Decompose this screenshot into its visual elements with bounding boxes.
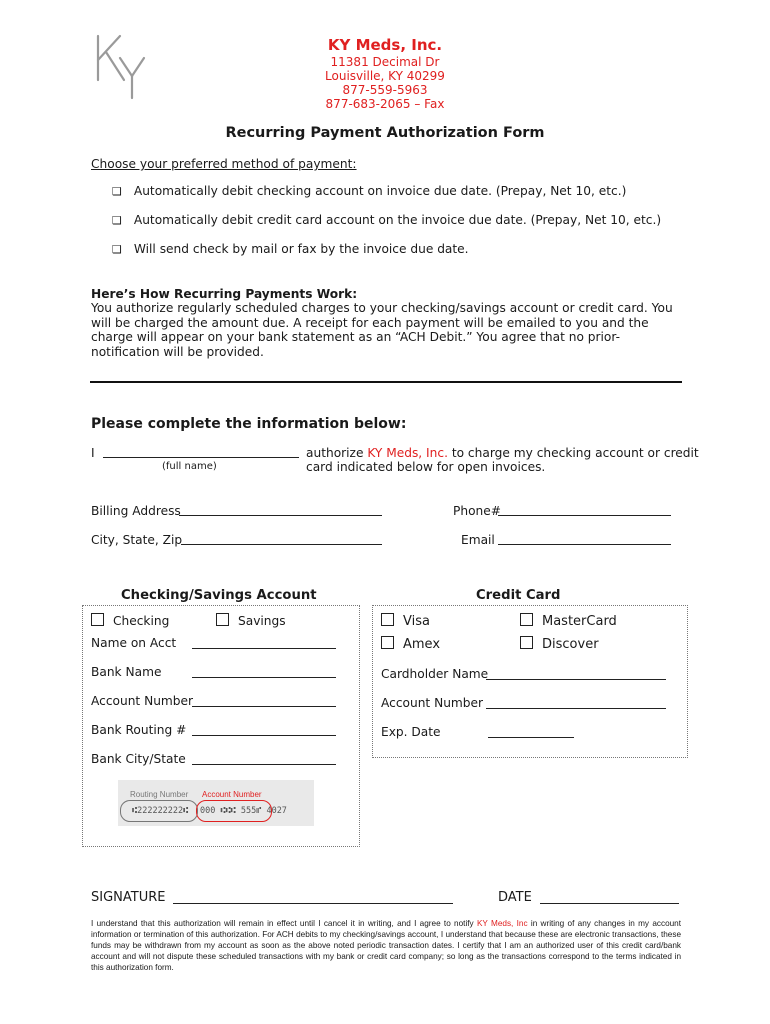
checking-checkbox[interactable] bbox=[91, 613, 169, 628]
bank-name-field[interactable] bbox=[192, 666, 336, 678]
auth-company: KY Meds, Inc. bbox=[367, 446, 448, 460]
phone-label: Phone# bbox=[453, 504, 501, 518]
checkbox-icon[interactable] bbox=[381, 613, 394, 626]
city-state-zip-label: City, State, Zip bbox=[91, 533, 183, 547]
option-label: Automatically debit credit card account on the invoice due date. (Prepay, Net 10, etc.) bbox=[133, 213, 662, 227]
date-label: DATE bbox=[498, 890, 532, 905]
savings-checkbox[interactable] bbox=[216, 613, 286, 628]
credit-heading: Credit Card bbox=[476, 588, 561, 603]
divider bbox=[90, 381, 682, 383]
discover-checkbox[interactable] bbox=[520, 636, 599, 652]
email-field[interactable] bbox=[498, 533, 671, 545]
city-state-zip-field[interactable] bbox=[181, 533, 382, 545]
signature-field[interactable] bbox=[173, 891, 453, 904]
full-name-field[interactable] bbox=[103, 446, 299, 458]
exp-date-label: Exp. Date bbox=[381, 725, 441, 739]
company-phone: 877-559-5963 bbox=[342, 83, 428, 97]
full-name-hint: (full name) bbox=[162, 461, 217, 472]
auth-tail2: card indicated below for open invoices. bbox=[306, 460, 546, 474]
auth-tail: to charge my checking account or credit bbox=[451, 446, 699, 460]
account-number-label: Account Number bbox=[91, 694, 194, 708]
name-on-acct-field[interactable] bbox=[192, 637, 336, 649]
exp-date-field[interactable] bbox=[488, 726, 574, 738]
terms-fine-print bbox=[91, 918, 681, 973]
bank-routing-label: Bank Routing # bbox=[91, 723, 187, 737]
checkbox-icon[interactable] bbox=[216, 613, 229, 626]
email-label: Email bbox=[461, 533, 495, 547]
img-account-label: Account Number bbox=[202, 790, 262, 799]
bank-routing-field[interactable] bbox=[192, 724, 336, 736]
savings-label: Savings bbox=[238, 614, 286, 628]
img-routing-digits: ⑆222222222⑆ bbox=[132, 806, 189, 816]
complete-info-title: Please complete the information below: bbox=[91, 416, 407, 432]
checkbox-icon[interactable]: ❑ bbox=[112, 185, 122, 198]
img-routing-label: Routing Number bbox=[130, 790, 189, 799]
payment-option-check-mail[interactable] bbox=[112, 242, 469, 256]
routing-highlight-ellipse bbox=[120, 800, 198, 822]
checkbox-icon[interactable] bbox=[91, 613, 104, 626]
how-it-works-title: Here’s How Recurring Payments Work: bbox=[91, 287, 358, 301]
cardholder-label: Cardholder Name bbox=[381, 667, 489, 681]
img-account-digits: 000 ⑆⑆⑆ 555⑈ 4027 bbox=[200, 806, 287, 816]
billing-address-field[interactable] bbox=[179, 504, 382, 516]
account-highlight-ellipse bbox=[196, 800, 272, 822]
check-sample-image bbox=[118, 780, 314, 826]
checking-account-number-field[interactable] bbox=[192, 695, 336, 707]
form-title: Recurring Payment Authorization Form bbox=[225, 125, 545, 141]
payment-option-checking[interactable] bbox=[112, 184, 626, 198]
amex-checkbox[interactable] bbox=[381, 636, 440, 652]
auth-i: I bbox=[91, 446, 95, 460]
option-label: Automatically debit checking account on invoice due date. (Prepay, Net 10, etc.) bbox=[133, 184, 627, 198]
checkbox-icon[interactable] bbox=[520, 636, 533, 649]
date-field[interactable] bbox=[540, 891, 679, 904]
auth-mid: authorize bbox=[306, 446, 364, 460]
mastercard-checkbox[interactable] bbox=[520, 613, 617, 629]
mastercard-label: MasterCard bbox=[542, 614, 617, 629]
company-address1: 11381 Decimal Dr bbox=[330, 55, 440, 69]
bank-city-state-field[interactable] bbox=[192, 753, 336, 765]
terms-part1: I understand that this authorization will remain in effect until I cancel it in writing, and I agree to notify bbox=[91, 919, 474, 928]
checkbox-icon[interactable] bbox=[520, 613, 533, 626]
bank-name-label: Bank Name bbox=[91, 665, 162, 679]
auth-statement bbox=[306, 446, 699, 460]
terms-part2: in writing of any changes in my account information or termination of this authorization. For ACH debits to my checking/savings account, I understand that because these are electronic transactions, these funds may be withdrawn from my account as soon as the above noted periodic transaction dates. I certify that I am an authorized user of this credit card/bank account and will not dispute these scheduled transactions with my bank or credit card company; so long as the transactions correspond to the terms indicated in this authorization form. bbox=[91, 919, 681, 972]
checking-heading: Checking/Savings Account bbox=[121, 588, 317, 603]
bank-city-state-label: Bank City/State bbox=[91, 752, 186, 766]
name-on-acct-label: Name on Acct bbox=[91, 636, 177, 650]
phone-field[interactable] bbox=[498, 504, 671, 516]
company-address2: Louisville, KY 40299 bbox=[325, 69, 445, 83]
visa-label: Visa bbox=[403, 614, 430, 629]
company-name: KY Meds, Inc. bbox=[327, 36, 443, 54]
company-fax: 877-683-2065 – Fax bbox=[325, 97, 445, 111]
cc-account-number-label: Account Number bbox=[381, 696, 484, 710]
checking-label: Checking bbox=[113, 614, 170, 628]
amex-label: Amex bbox=[403, 637, 441, 652]
checkbox-icon[interactable] bbox=[381, 636, 394, 649]
checkbox-icon[interactable]: ❑ bbox=[112, 243, 122, 256]
discover-label: Discover bbox=[542, 637, 599, 652]
how-it-works-body: You authorize regularly scheduled charges to your checking/savings account or credit card. You will be charged the amount due. A receipt for each payment will be emailed to you and the charge will appear on your bank statement as an “ACH Debit.” You agree that no prior-notification will be provided. bbox=[91, 301, 673, 359]
terms-company: KY Meds, Inc bbox=[476, 919, 528, 928]
cc-account-number-field[interactable] bbox=[486, 697, 666, 709]
choose-method-label: Choose your preferred method of payment: bbox=[91, 157, 357, 171]
payment-option-credit[interactable] bbox=[112, 213, 661, 227]
checkbox-icon[interactable]: ❑ bbox=[112, 214, 122, 227]
option-label: Will send check by mail or fax by the invoice due date. bbox=[133, 242, 469, 256]
billing-address-label: Billing Address bbox=[91, 504, 181, 518]
signature-label: SIGNATURE bbox=[91, 890, 166, 905]
cardholder-field[interactable] bbox=[486, 668, 666, 680]
visa-checkbox[interactable] bbox=[381, 613, 430, 629]
